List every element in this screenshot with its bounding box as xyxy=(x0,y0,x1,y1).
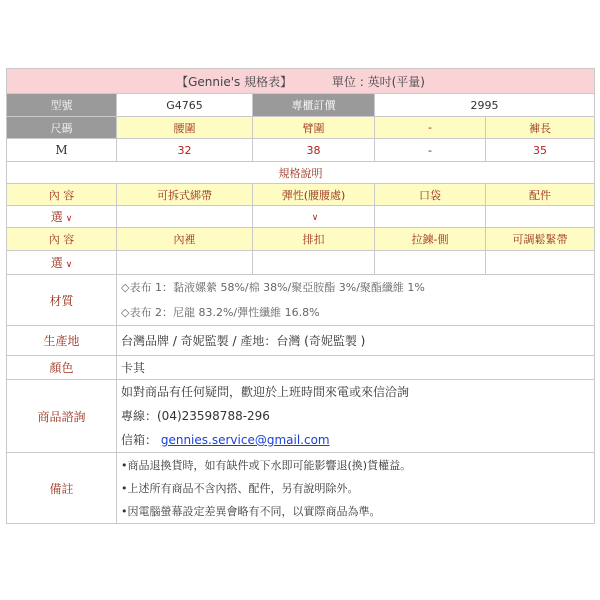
spec-adjustable-band: 可調鬆緊帶 xyxy=(486,228,595,251)
spec-row-1 xyxy=(7,184,595,206)
select-cell-1 xyxy=(117,206,253,228)
unit-text: 單位 : 英吋(平量) xyxy=(331,74,425,89)
select-cell-6 xyxy=(253,251,375,275)
spec-accessory: 配件 xyxy=(486,184,595,206)
notes-label: 備註 xyxy=(7,453,117,524)
chevron-down-icon: ∨ xyxy=(311,213,319,223)
spec-buttons: 排扣 xyxy=(253,228,375,251)
email-label: 信箱： xyxy=(121,433,158,447)
spec-table xyxy=(6,68,595,524)
arm-header: 臂圍 xyxy=(253,117,375,139)
color-row xyxy=(7,356,595,380)
spec-lining: 內裡 xyxy=(117,228,253,251)
select-cell-5 xyxy=(117,251,253,275)
select-label-2 xyxy=(7,251,117,275)
origin-row xyxy=(7,326,595,356)
notes-value xyxy=(117,453,595,524)
color-value: 卡其 xyxy=(117,356,595,380)
select-cell-3 xyxy=(375,206,486,228)
content-label-1: 內 容 xyxy=(7,184,117,206)
email-link[interactable]: gennies.service@gmail.com xyxy=(160,433,330,447)
select-cell-8 xyxy=(486,251,595,275)
inquiry-row xyxy=(7,380,595,453)
note-line-3: •因電腦螢幕設定差異會略有不同，以實際商品為準。 xyxy=(121,504,381,518)
material-line-1: ◇表布 1：黏液嫘縈 58%/棉 38%/聚亞胺酯 3%/聚酯纖維 1% xyxy=(121,281,425,294)
size-row xyxy=(7,139,595,162)
notes-row xyxy=(7,453,595,524)
spec-title-row xyxy=(7,162,595,184)
spec-side-zipper: 拉鍊-側 xyxy=(375,228,486,251)
select-row-2 xyxy=(7,251,595,275)
origin-label: 生產地 xyxy=(7,326,117,356)
select-label-text-1: 選 xyxy=(50,210,63,224)
material-value xyxy=(117,275,595,326)
waist-value: 32 xyxy=(117,139,253,162)
origin-value: 台灣品牌 / 奇妮監製 / 產地：台灣 (奇妮監製 ) xyxy=(117,326,595,356)
inquiry-phone: 專線：(04)23598788-296 xyxy=(121,409,270,423)
length-header: 褲長 xyxy=(486,117,595,139)
select-cell-7 xyxy=(375,251,486,275)
material-row xyxy=(7,275,595,326)
arm-value: 38 xyxy=(253,139,375,162)
dash-value: - xyxy=(375,139,486,162)
select-row-1 xyxy=(7,206,595,228)
select-cell-2 xyxy=(253,206,375,228)
waist-header: 腰圍 xyxy=(117,117,253,139)
chevron-down-icon: ∨ xyxy=(65,214,73,224)
price-label: 專櫃訂價 xyxy=(253,94,375,117)
spec-elastic-waist: 彈性(腰腰處) xyxy=(253,184,375,206)
color-label: 顏色 xyxy=(7,356,117,380)
spec-pocket: 口袋 xyxy=(375,184,486,206)
spec-removable-strap: 可拆式綁帶 xyxy=(117,184,253,206)
size-header-row xyxy=(7,117,595,139)
inquiry-value xyxy=(117,380,595,453)
model-row xyxy=(7,94,595,117)
select-cell-4 xyxy=(486,206,595,228)
size-value: M xyxy=(7,139,117,162)
inquiry-label: 商品諮詢 xyxy=(7,380,117,453)
table-title xyxy=(7,69,595,94)
inquiry-email-line xyxy=(121,428,590,452)
model-label: 型號 xyxy=(7,94,117,117)
inquiry-line-1: 如對商品有任何疑問，歡迎於上班時間來電或來信洽詢 xyxy=(121,385,410,399)
dash-header: - xyxy=(375,117,486,139)
table-title-text: 【Gennie's 規格表】 xyxy=(176,74,293,89)
select-label-text-2: 選 xyxy=(50,256,63,270)
length-value: 35 xyxy=(486,139,595,162)
material-label: 材質 xyxy=(7,275,117,326)
content-label-2: 內 容 xyxy=(7,228,117,251)
chevron-down-icon: ∨ xyxy=(65,260,73,270)
spec-title: 規格說明 xyxy=(7,162,595,184)
title-row xyxy=(7,69,595,94)
note-line-1: •商品退換貨時，如有缺件或下水即可能影響退(換)貨權益。 xyxy=(121,458,412,472)
model-value: G4765 xyxy=(117,94,253,117)
select-label-1 xyxy=(7,206,117,228)
size-header: 尺碼 xyxy=(7,117,117,139)
spec-row-2 xyxy=(7,228,595,251)
note-line-2: •上述所有商品不含內搭、配件，另有說明除外。 xyxy=(121,481,359,495)
price-value: 2995 xyxy=(375,94,595,117)
material-line-2: ◇表布 2：尼龍 83.2%/彈性纖維 16.8% xyxy=(121,306,320,319)
